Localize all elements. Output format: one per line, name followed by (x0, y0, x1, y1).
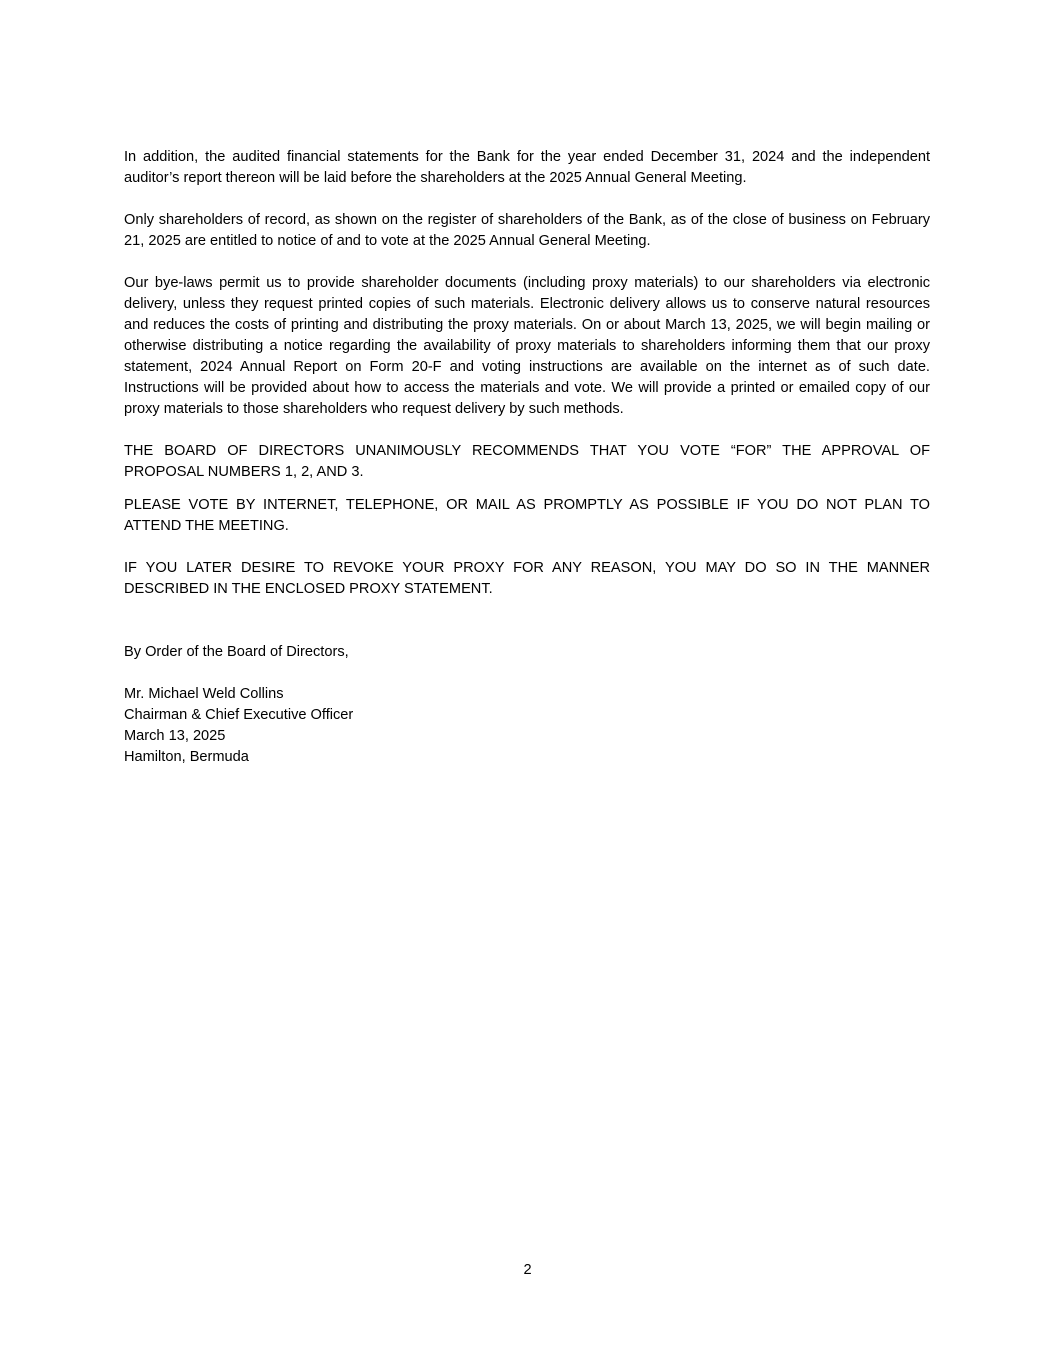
signature-location: Hamilton, Bermuda (124, 749, 249, 765)
signature-name: Mr. Michael Weld Collins (124, 686, 284, 702)
signature-title: Chairman & Chief Executive Officer (124, 707, 354, 723)
paragraph-revoke-proxy: IF YOU LATER DESIRE TO REVOKE YOUR PROXY FOR ANY REASON, YOU MAY DO SO IN THE MANNER DESCRIBED IN THE ENCLOSED PROXY STATEMENT. (124, 560, 930, 597)
spacer (124, 663, 930, 684)
page-number: 2 (523, 1262, 532, 1278)
spacer (124, 621, 930, 642)
paragraph-vote-instructions: PLEASE VOTE BY INTERNET, TELEPHONE, OR MAIL AS PROMPTLY AS POSSIBLE IF YOU DO NOT PLAN TO ATTEND THE MEETING. (124, 497, 930, 534)
signature-date: March 13, 2025 (124, 728, 226, 744)
paragraph-financial-statements: In addition, the audited financial statements for the Bank for the year ended December 31, 2024 and the independent auditor’s report thereon will be laid before the shareholders at the 2025 Annual General Meeting. (124, 149, 930, 186)
signature-closing: By Order of the Board of Directors, (124, 644, 349, 660)
paragraph-electronic-delivery: Our bye-laws permit us to provide shareholder documents (including proxy materials) to our shareholders via electronic delivery, unless they request printed copies of such materials. Electronic delivery allows us to conserve natural resources and reduces the costs of printing and distributing the proxy materials. On or about March 13, 2025, we will begin mailing or otherwise distributing a notice regarding the availability of proxy materials to shareholders informing them that our proxy statement, 2024 Annual Report on Form 20-F and voting instructions are available on the internet as of such date. Instructions will be provided about how to access the materials and vote. We will provide a printed or emailed copy of our proxy materials to those shareholders who request delivery by such methods. (124, 275, 930, 417)
paragraph-shareholders-of-record: Only shareholders of record, as shown on the register of shareholders of the Bank, as of the close of business on February 21, 2025 are entitled to notice of and to vote at the 2025 Annual General Meeting. (124, 212, 930, 249)
paragraph-board-recommendation: THE BOARD OF DIRECTORS UNANIMOUSLY RECOMMENDS THAT YOU VOTE “FOR” THE APPROVAL OF PROPOSAL NUMBERS 1, 2, AND 3. (124, 443, 930, 480)
document-page (124, 147, 930, 768)
